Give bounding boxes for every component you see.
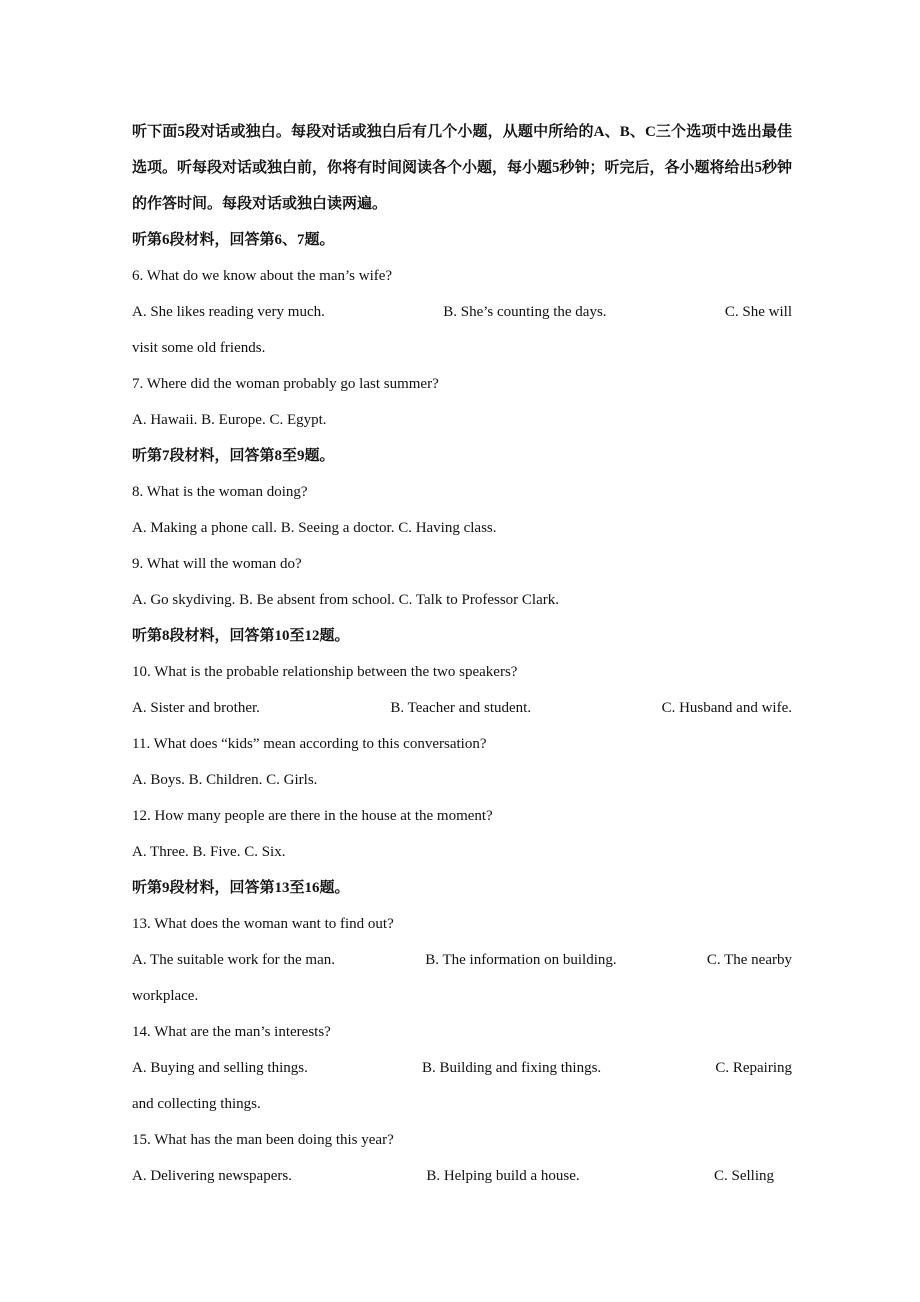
option-15b: B. Helping build a house.	[426, 1168, 580, 1184]
question-13: 13. What does the woman want to find out?	[132, 916, 394, 932]
listening-section	[132, 114, 792, 1194]
question-11: 11. What does “kids” mean according to this conversation?	[132, 736, 487, 752]
option-15a: A. Delivering newspapers.	[132, 1168, 292, 1184]
question-9: 9. What will the woman do?	[132, 556, 302, 572]
option-6c-continued: visit some old friends.	[132, 340, 266, 356]
section-heading-9: 听第9段材料，回答第13至16题。	[132, 880, 350, 896]
option-14c: C. Repairing	[715, 1060, 792, 1076]
question-12: 12. How many people are there in the house at the moment?	[132, 808, 493, 824]
option-13c-continued: workplace.	[132, 988, 199, 1004]
question-14: 14. What are the man’s interests?	[132, 1024, 331, 1040]
options-6	[132, 294, 792, 330]
option-13a: A. The suitable work for the man.	[132, 952, 336, 968]
option-14c-continued: and collecting things.	[132, 1096, 261, 1112]
section-heading-7: 听第7段材料，回答第8至9题。	[132, 448, 335, 464]
option-14a: A. Buying and selling things.	[132, 1060, 308, 1076]
instructions: 听下面5段对话或独白。每段对话或独白后有几个小题，从题中所给的A、B、C三个选项中选出最佳选项。听每段对话或独白前，你将有时间阅读各个小题，每小题5秒钟；听完后，各小题将给出5秒钟的作答时间。每段对话或独白读两遍。	[132, 124, 793, 212]
options-8: A. Making a phone call. B. Seeing a doctor. C. Having class.	[132, 520, 497, 536]
options-10	[132, 690, 792, 726]
option-10a: A. Sister and brother.	[132, 700, 260, 716]
question-6: 6. What do we know about the man’s wife?	[132, 268, 393, 284]
option-13c: C. The nearby	[706, 952, 792, 968]
question-10: 10. What is the probable relationship between the two speakers?	[132, 664, 518, 680]
section-heading-8: 听第8段材料，回答第10至12题。	[132, 628, 350, 644]
question-8: 8. What is the woman doing?	[132, 484, 308, 500]
option-14b: B. Building and fixing things.	[422, 1060, 602, 1076]
option-6c: C. She will	[724, 304, 792, 320]
options-7: A. Hawaii. B. Europe. C. Egypt.	[132, 412, 327, 428]
option-10c: C. Husband and wife.	[661, 700, 792, 716]
options-11: A. Boys. B. Children. C. Girls.	[132, 772, 318, 788]
option-13b: B. The information on building.	[425, 952, 617, 968]
options-12: A. Three. B. Five. C. Six.	[132, 844, 286, 860]
options-13	[132, 942, 792, 978]
options-14	[132, 1050, 792, 1086]
section-heading-6: 听第6段材料，回答第6、7题。	[132, 232, 335, 248]
option-6b: B. She’s counting the days.	[443, 304, 607, 320]
option-15c: C. Selling	[713, 1168, 774, 1184]
options-15	[132, 1158, 774, 1194]
options-9: A. Go skydiving. B. Be absent from school. C. Talk to Professor Clark.	[132, 592, 559, 608]
option-10b: B. Teacher and student.	[390, 700, 532, 716]
option-6a: A. She likes reading very much.	[132, 304, 325, 320]
question-7: 7. Where did the woman probably go last summer?	[132, 376, 439, 392]
question-15: 15. What has the man been doing this year?	[132, 1132, 394, 1148]
